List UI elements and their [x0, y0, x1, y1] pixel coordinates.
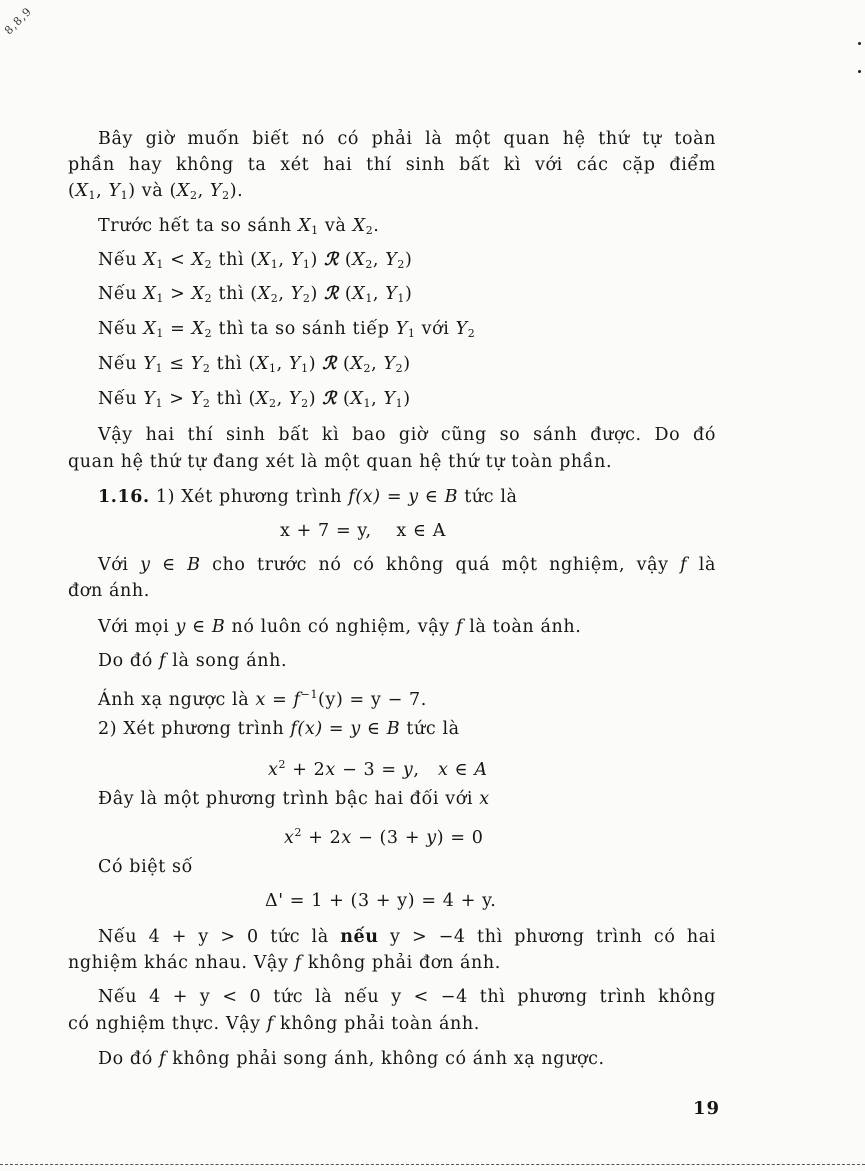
- word-and: và: [324, 216, 347, 236]
- word-if: Nếu: [98, 319, 138, 339]
- text-span: y > −4 thì phương trình có hai: [390, 927, 716, 947]
- footer-rule: [0, 1164, 865, 1166]
- word-if: Nếu: [98, 389, 138, 409]
- text-span: là: [698, 555, 716, 575]
- text-span: không phải đơn ánh.: [307, 953, 501, 973]
- word-and: và: [141, 181, 164, 201]
- text-span: Do đó: [98, 1049, 153, 1069]
- text-span: Nếu 4 + y > 0 tức là: [98, 927, 329, 947]
- paragraph-line: nghiệm khác nhau. Vậy f không phải đơn ánh.: [68, 953, 501, 973]
- word-if: Nếu: [98, 354, 138, 374]
- exercise-number: 1.16.: [98, 487, 150, 507]
- text-span: Do đó: [98, 651, 153, 671]
- paragraph-line: Do đó f không phải song ánh, không có ánh xạ ngược.: [98, 1049, 605, 1069]
- text-span: không phải toàn ánh.: [280, 1014, 480, 1034]
- scan-dot: [858, 42, 861, 45]
- exercise-heading: 1.16. 1) Xét phương trình f(x) = y ∈ B tức là: [98, 487, 518, 507]
- word-if: Nếu: [98, 250, 138, 270]
- paragraph-line: có nghiệm thực. Vậy f không phải toàn ánh.: [68, 1014, 480, 1034]
- text-span: nghiệm khác nhau. Vậy: [68, 953, 289, 973]
- equation-line: $x^2 + 2x - (3 + y) = 0$: [284, 826, 484, 848]
- equation-line: [68, 520, 716, 542]
- scan-dot: [858, 70, 861, 73]
- paragraph-line: 2) Xét phương trình f(x) = y ∈ B tức là: [98, 719, 460, 739]
- text-span: nếu: [340, 927, 379, 947]
- case-line: Nếu $X_1 = X_2$ thì ta so sánh tiếp $Y_1$ với $Y_2$: [98, 319, 476, 340]
- word-then: thì: [218, 250, 245, 270]
- compare-intro-text: Trước hết ta so sánh: [98, 216, 292, 236]
- case-line: Nếu $Y_1 \le Y_2$ thì ($X_1$, $Y_1$) ℛ ($X_2$, $Y_2$): [98, 354, 411, 375]
- paragraph-line: Nếu 4 + y < 0 tức là nếu y < −4 thì phương trình không: [98, 987, 716, 1007]
- word-then: thì: [216, 354, 243, 374]
- text-span: Với: [98, 555, 129, 575]
- text-span: cho trước nó có không quá một nghiệm, vậy: [212, 555, 669, 575]
- text-span: tức là: [406, 719, 460, 739]
- paragraph-line: phần hay không ta xét hai thí sinh bất kì với các cặp điểm: [68, 155, 716, 175]
- text-span: không phải song ánh, không có ánh xạ ngược.: [172, 1049, 605, 1069]
- paragraph-line: [68, 926, 716, 948]
- paragraph-line: đơn ánh.: [68, 581, 150, 601]
- equation-line: $x^2 + 2x - 3 = y$, x ∈ A: [268, 758, 488, 780]
- compare-intro-line: Trước hết ta so sánh $X_1$ và $X_2$.: [98, 216, 380, 237]
- compare-next-text: thì ta so sánh tiếp: [218, 319, 390, 339]
- equation-domain: x ∈ A: [396, 521, 446, 541]
- paragraph-line: Với y ∈ B cho trước nó có không quá một nghiệm, vậy f là: [98, 555, 716, 575]
- equation-line: Δ' = 1 + (3 + y) = 4 + y.: [265, 891, 497, 911]
- paragraph-line: Vậy hai thí sinh bất kì bao giờ cũng so sánh được. Do đó: [98, 425, 716, 445]
- equation: x + 7 = y,: [280, 521, 372, 541]
- paragraph-line: ($X_1$, $Y_1$) và ($X_2$, $Y_2$).: [68, 181, 244, 202]
- word-then: thì: [218, 284, 245, 304]
- text-span: là toàn ánh.: [469, 617, 582, 637]
- text-span: nó luôn có nghiệm, vậy: [231, 617, 450, 637]
- text-span: (y) = y − 7.: [318, 690, 427, 710]
- case-line: Nếu $Y_1 > Y_2$ thì ($X_2$, $Y_2$) ℛ ($X_1$, $Y_1$): [98, 389, 411, 410]
- that-is-text: tức là: [464, 487, 518, 507]
- word-with: với: [421, 319, 450, 339]
- paragraph-line: Do đó f là song ánh.: [98, 651, 288, 671]
- text-span: Ánh xạ ngược là: [98, 690, 250, 710]
- paragraph-line: Đây là một phương trình bậc hai đối với x: [98, 789, 490, 809]
- corner-stamp: 8,8,9: [2, 4, 35, 38]
- text-span: có nghiệm thực. Vậy: [68, 1014, 261, 1034]
- text-span: Đây là một phương trình bậc hai đối với: [98, 789, 474, 809]
- text-span: 2) Xét phương trình: [98, 719, 285, 739]
- paragraph-line: Ánh xạ ngược là $x = f^{-1}(y) = y - 7$.: [98, 688, 427, 710]
- word-if: Nếu: [98, 284, 138, 304]
- case-line: Nếu $X_1 > X_2$ thì ($X_2$, $Y_2$) ℛ ($X_1$, $Y_1$): [98, 284, 413, 305]
- paragraph-line: quan hệ thứ tự đang xét là một quan hệ thứ tự toàn phần.: [68, 452, 613, 472]
- paragraph-line: Bây giờ muốn biết nó có phải là một quan hệ thứ tự toàn: [98, 129, 716, 149]
- case-line: Nếu $X_1 < X_2$ thì ($X_1$, $Y_1$) ℛ ($X_2$, $Y_2$): [98, 250, 413, 271]
- paragraph-line: Có biệt số: [98, 857, 193, 877]
- word-then: thì: [216, 389, 243, 409]
- paragraph-line: Với mọi y ∈ B nó luôn có nghiệm, vậy f là toàn ánh.: [98, 617, 582, 637]
- page-number: 19: [693, 1098, 721, 1119]
- text-span: Với mọi: [98, 617, 170, 637]
- part1-intro: 1) Xét phương trình: [155, 487, 343, 507]
- text-span: là song ánh.: [172, 651, 288, 671]
